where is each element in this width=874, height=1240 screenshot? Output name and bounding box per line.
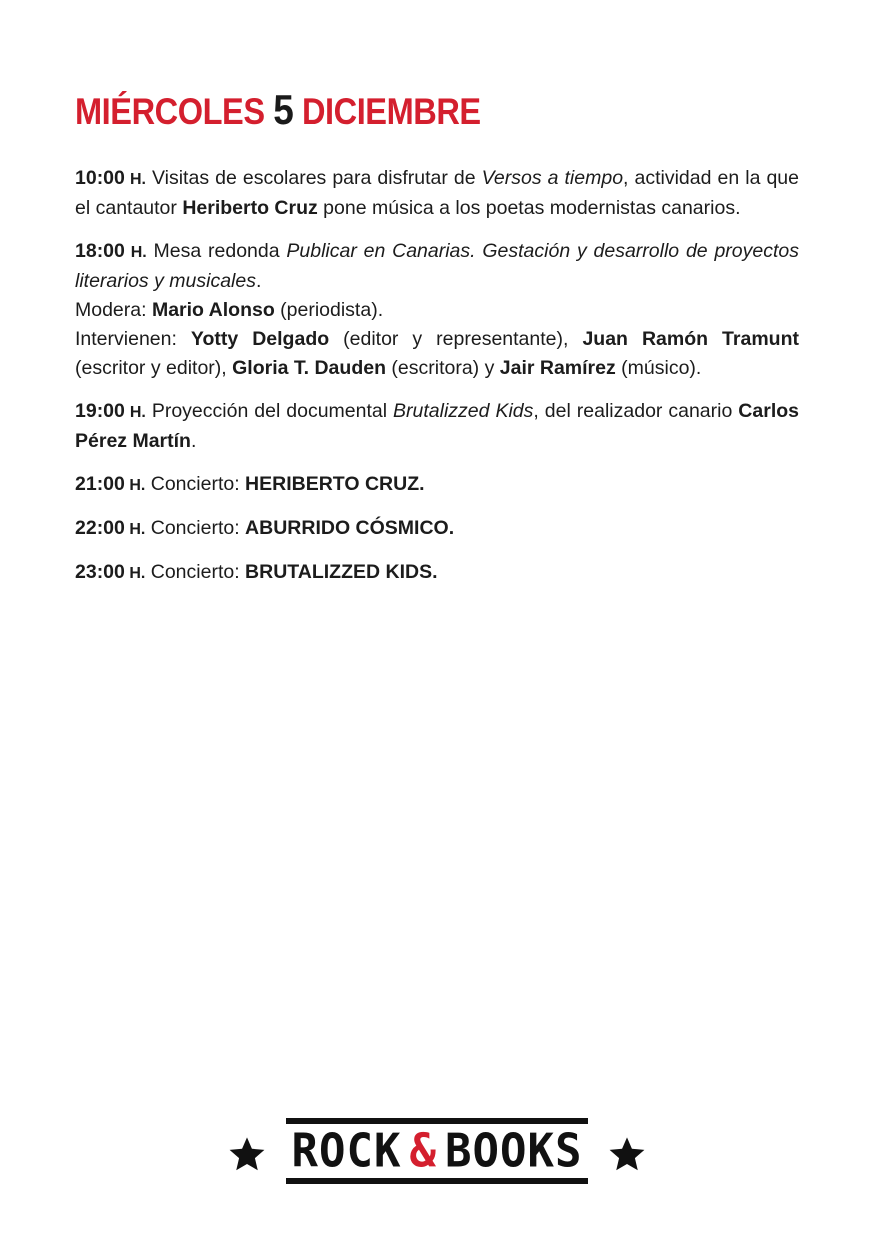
entry-time <box>75 517 145 539</box>
text: Mesa redonda <box>146 240 287 262</box>
bold-text: Yotty Delgado <box>190 328 330 350</box>
entry-detail-line <box>75 325 799 383</box>
text: Modera: <box>75 299 152 321</box>
text: Concierto: <box>145 517 246 539</box>
text: , actividad en la que el cantautor <box>75 167 799 219</box>
hour-suffix: H. <box>124 404 146 421</box>
bold-text: Gloria T. Dauden <box>232 357 386 379</box>
bold-text: Carlos Pérez Martín <box>75 400 799 452</box>
logo-ampersand: & <box>409 1124 437 1178</box>
bold-text: BRUTALIZZED KIDS. <box>245 561 438 583</box>
hour-suffix: H. <box>124 477 146 494</box>
star-icon <box>608 1135 646 1173</box>
entry-detail-line <box>75 296 799 325</box>
bold-text: Heriberto Cruz <box>182 197 318 219</box>
time-value: 23:00 <box>75 561 125 583</box>
italic-title: Publicar en Canarias. Gestación y desarrollo de proyectos literarios y musicales <box>75 240 799 292</box>
rock-and-books-logo <box>228 1115 646 1187</box>
program-entry <box>75 514 799 544</box>
day-number: 5 <box>273 86 294 133</box>
text: Visitas de escolares para disfrutar de <box>145 167 482 189</box>
star-icon <box>228 1135 266 1173</box>
program-entry <box>75 397 799 456</box>
text: Proyección del documental <box>145 400 394 422</box>
time-value: 19:00 <box>75 400 125 422</box>
text: . <box>255 270 262 292</box>
program-list <box>75 164 799 602</box>
logo-rock: ROCK <box>291 1124 402 1178</box>
logo-wordmark <box>286 1124 588 1179</box>
entry-time <box>75 167 146 189</box>
bold-text: Juan Ramón Tramunt <box>582 328 799 350</box>
text: . <box>190 430 197 452</box>
bold-text: ABURRIDO CÓSMICO. <box>245 517 455 539</box>
page-title <box>75 88 481 134</box>
time-value: 21:00 <box>75 473 125 495</box>
text: (músico). <box>615 357 702 379</box>
italic-title: Brutalizzed Kids <box>393 400 534 422</box>
bold-text: Mario Alonso <box>151 299 275 321</box>
time-value: 18:00 <box>75 240 125 262</box>
text: Concierto: <box>145 561 246 583</box>
italic-title: Versos a tiempo <box>481 167 624 189</box>
bold-text: HERIBERTO CRUZ. <box>245 473 425 495</box>
bold-text: Jair Ramírez <box>499 357 616 379</box>
entry-time <box>75 400 146 422</box>
time-value: 10:00 <box>75 167 125 189</box>
hour-suffix: H. <box>124 521 146 538</box>
text: (escritor y editor), <box>75 357 233 379</box>
entry-time <box>75 561 145 583</box>
month: DICIEMBRE <box>301 91 481 132</box>
text: pone música a los poetas modernistas canarios. <box>317 197 741 219</box>
time-value: 22:00 <box>75 517 125 539</box>
program-entry <box>75 237 799 383</box>
logo-books: BOOKS <box>445 1124 583 1178</box>
text: (escritora) y <box>385 357 500 379</box>
hour-suffix: H. <box>124 171 146 188</box>
text: (periodista). <box>274 299 384 321</box>
hour-suffix: H. <box>124 565 146 582</box>
program-entry <box>75 558 799 588</box>
text: Intervienen: <box>75 328 191 350</box>
program-entry <box>75 164 799 223</box>
entry-time <box>75 240 147 262</box>
entry-time <box>75 473 145 495</box>
text: Concierto: <box>145 473 246 495</box>
logo-bottom-band <box>286 1178 588 1184</box>
weekday: MIÉRCOLES <box>75 91 265 132</box>
text: (editor y representante), <box>329 328 583 350</box>
hour-suffix: H. <box>124 244 147 261</box>
text: , del realizador canario <box>533 400 739 422</box>
program-entry <box>75 470 799 500</box>
